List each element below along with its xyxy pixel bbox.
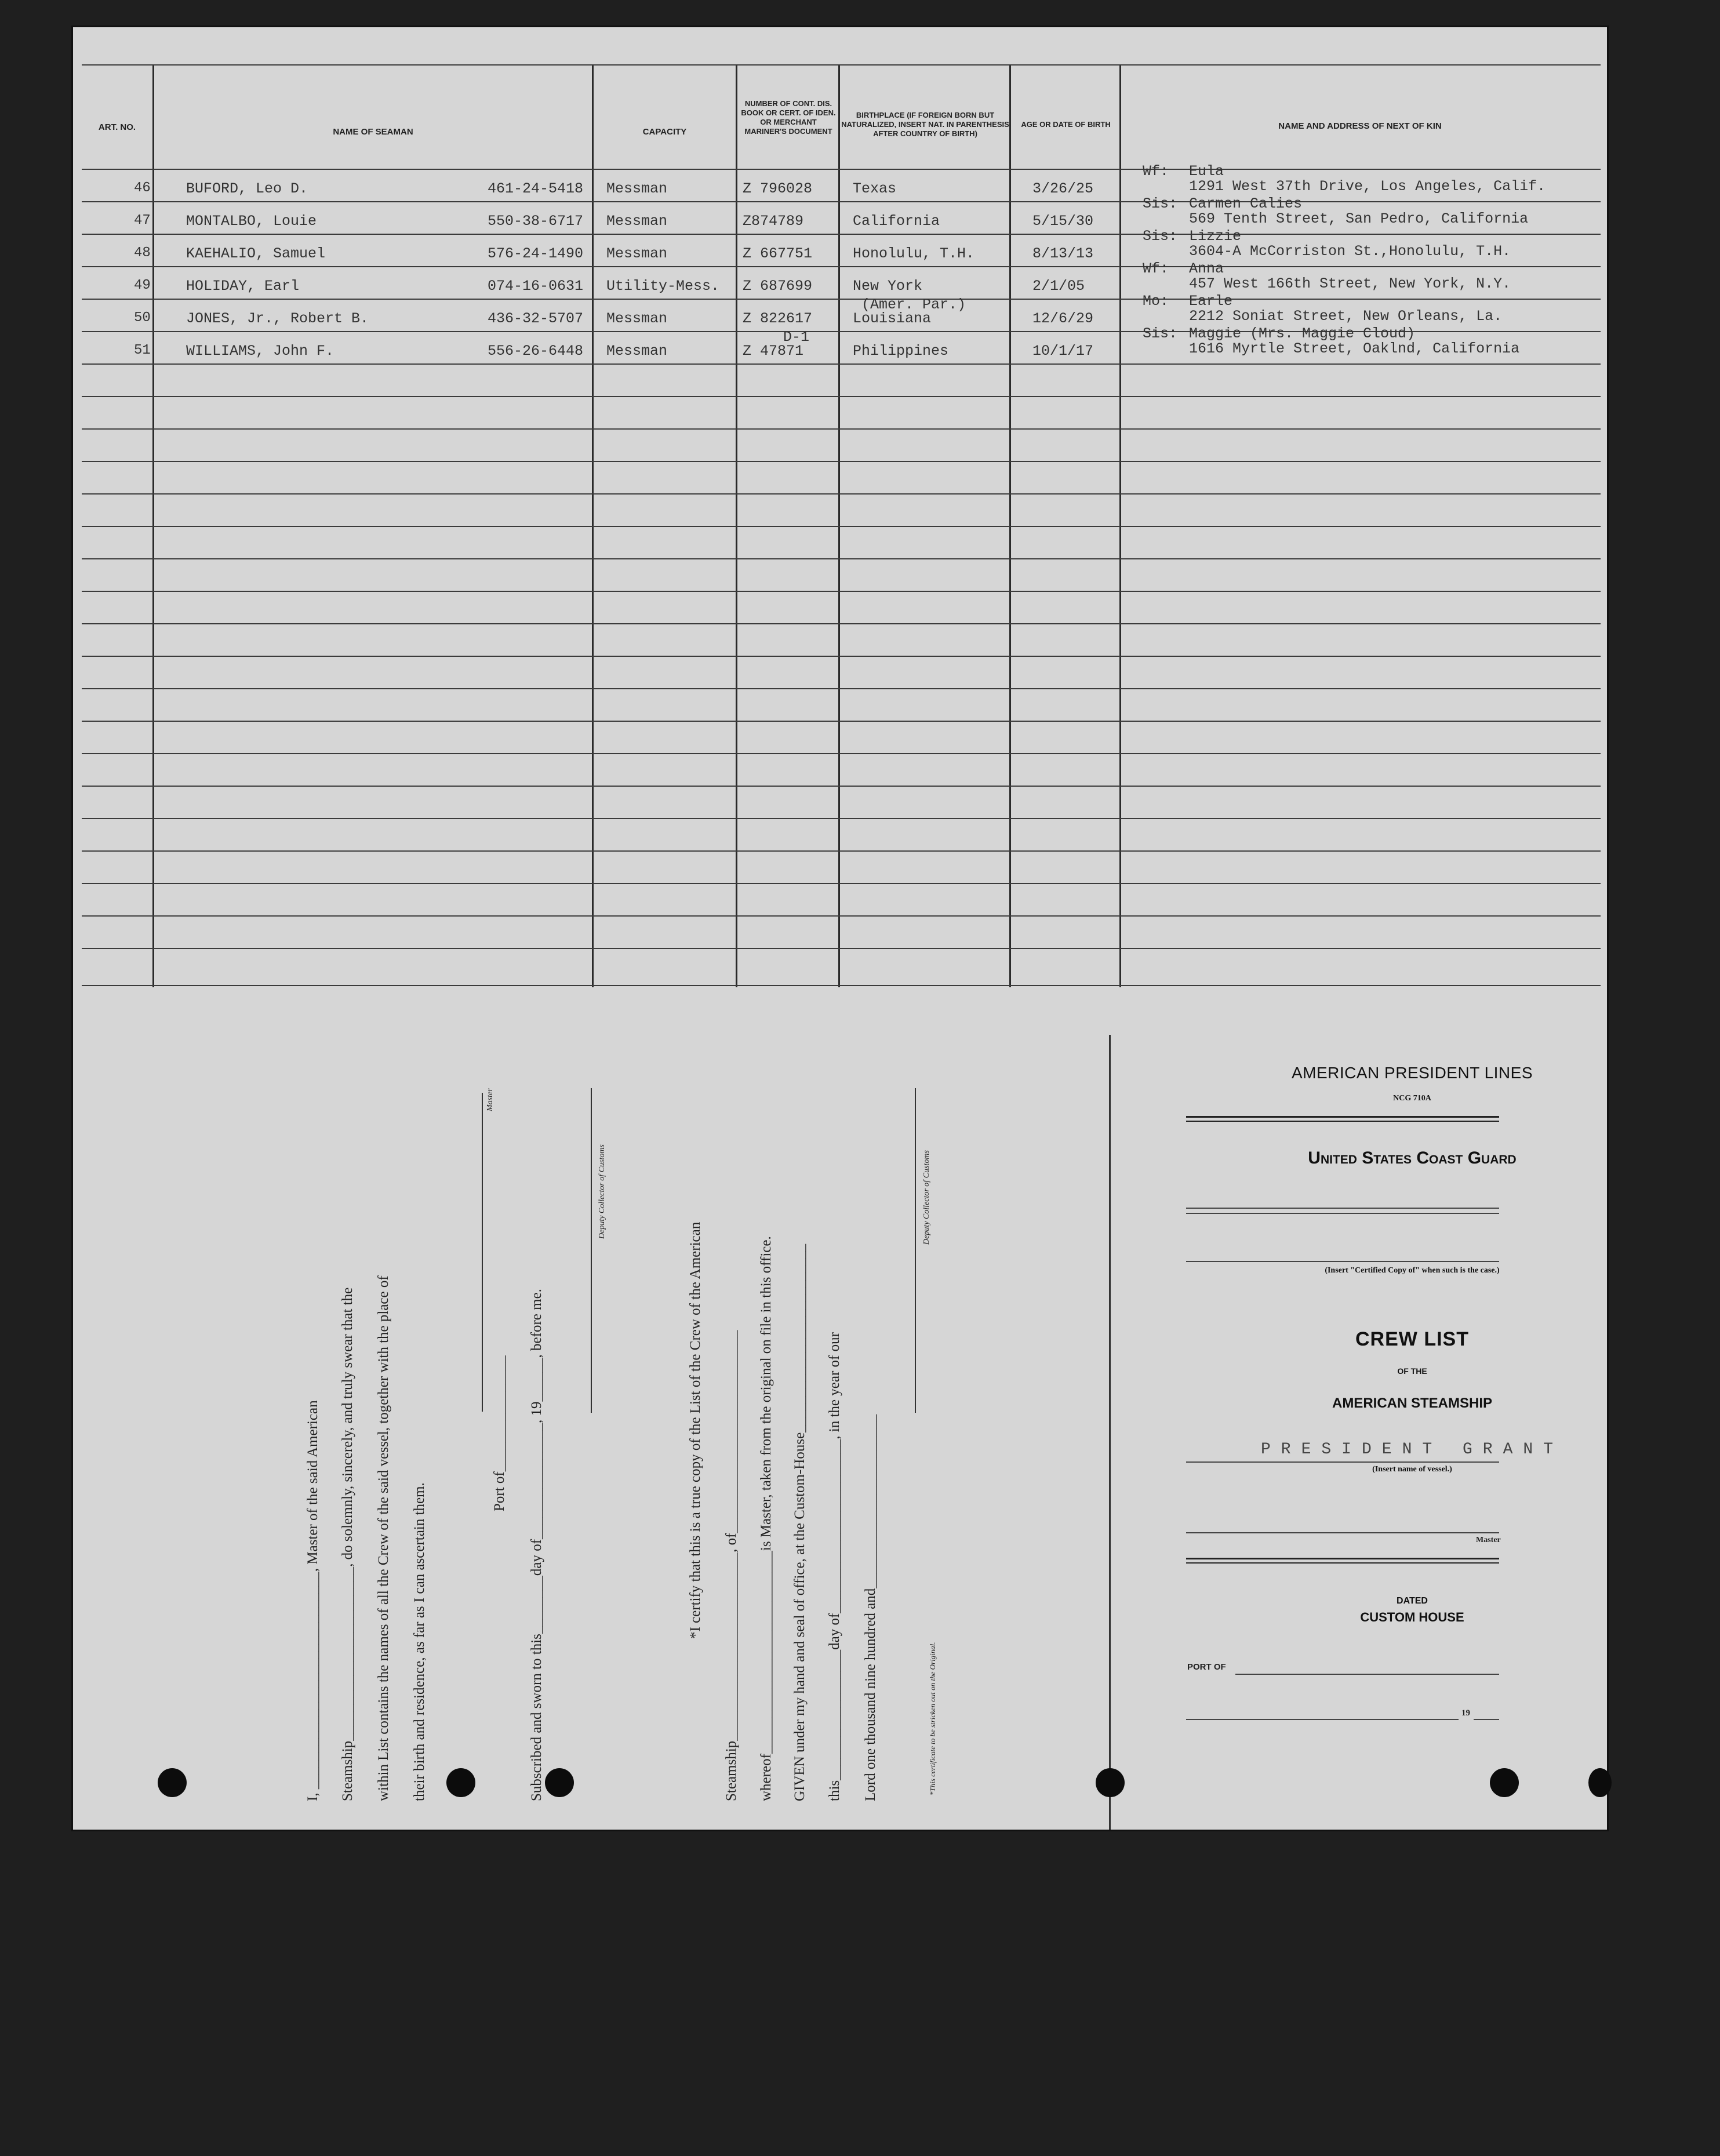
- date-of-birth: 8/13/13: [1032, 245, 1094, 262]
- document-number: Z 667751: [743, 245, 813, 262]
- cert-deputy-label: Deputy Collector of Customs: [922, 1150, 931, 1245]
- binder-hole: [1490, 1768, 1519, 1797]
- year-line: [1474, 1719, 1499, 1720]
- kin-relation: Wf:: [1143, 163, 1169, 180]
- rule: [1186, 1558, 1499, 1559]
- row-rule: [82, 526, 1601, 527]
- kin-relation: Wf:: [1143, 260, 1169, 277]
- row-rule: [82, 201, 1601, 202]
- cert-note: *This certificate to be stricken out on the Original.: [928, 1642, 937, 1795]
- capacity: Messman: [606, 310, 668, 327]
- row-rule: [82, 266, 1601, 267]
- row-rule: [82, 753, 1601, 754]
- capacity: Messman: [606, 343, 668, 359]
- cert-line-1: *I certify that this is a true copy of the List of the Crew of the American: [688, 1221, 703, 1639]
- dated-label: DATED: [1397, 1596, 1428, 1606]
- document-number: Z 822617: [743, 310, 813, 327]
- binder-hole: [1096, 1768, 1125, 1797]
- row-rule: [82, 64, 1601, 66]
- art-number: 46: [134, 180, 151, 196]
- art-number: 50: [134, 310, 151, 326]
- rule: [1186, 1213, 1499, 1214]
- date-of-birth: 3/26/25: [1032, 180, 1094, 197]
- seaman-name: HOLIDAY, Earl: [186, 278, 300, 295]
- social-security-number: 436-32-5707: [488, 310, 584, 327]
- custom-house-label: CUSTOM HOUSE: [1360, 1610, 1464, 1624]
- rule: [1186, 1261, 1499, 1262]
- social-security-number: 074-16-0631: [488, 278, 584, 295]
- kin-name: Lizzie: [1189, 228, 1242, 245]
- cert-line-2: Steamship__________________________, of____________________________: [723, 1330, 739, 1801]
- header-next-of-kin: NAME AND ADDRESS OF NEXT OF KIN: [1278, 121, 1442, 131]
- kin-name: Eula: [1189, 163, 1224, 180]
- art-number: 49: [134, 278, 151, 293]
- fold-line: [1109, 1035, 1111, 1831]
- header-document: NUMBER OF CONT. DIS. BOOK OR CERT. OF IDEN. OR MERCHANT MARINER'S DOCUMENT: [741, 99, 836, 136]
- row-rule: [82, 396, 1601, 397]
- oath-subscribed: Subscribed and sworn to this________day of________________, 19______, before me.: [529, 1289, 544, 1801]
- row-rule: [82, 428, 1601, 430]
- oath-deputy-label: Deputy Collector of Customs: [598, 1144, 606, 1239]
- header-age: AGE OR DATE OF BIRTH: [1021, 120, 1111, 129]
- capacity: Messman: [606, 180, 668, 197]
- row-rule: [82, 623, 1601, 624]
- binder-hole: [545, 1768, 574, 1797]
- agency-name: United States Coast Guard: [1308, 1148, 1517, 1168]
- birthplace: New York: [853, 278, 923, 295]
- kin-address: 457 West 166th Street, New York, N.Y.: [1189, 275, 1511, 292]
- insert-vessel-note: (Insert name of vessel.): [1372, 1465, 1452, 1474]
- row-rule: [82, 461, 1601, 462]
- cert-line-6: Lord one thousand nine hundred and________________________: [863, 1414, 878, 1801]
- rule: [1186, 1208, 1499, 1209]
- vessel-name: PRESIDENT GRANT: [1260, 1441, 1564, 1459]
- document-number: Z 47871: [743, 343, 804, 359]
- birthplace-note: (Amer. Par.): [861, 296, 966, 313]
- date-of-birth: 5/15/30: [1032, 213, 1094, 230]
- kin-address: 569 Tenth Street, San Pedro, California: [1189, 210, 1529, 227]
- kin-name: Carmen Calies: [1189, 195, 1303, 212]
- row-rule: [82, 591, 1601, 592]
- art-number: 51: [134, 343, 151, 358]
- binder-hole: [1588, 1768, 1612, 1797]
- row-rule: [82, 721, 1601, 722]
- row-rule: [82, 363, 1601, 365]
- birthplace: Philippines: [853, 343, 949, 359]
- date-of-birth: 10/1/17: [1032, 343, 1094, 359]
- cert-line-5: this__________________day of________________________, in the year of our: [827, 1332, 842, 1801]
- row-rule: [82, 818, 1601, 819]
- birthplace: Louisiana: [853, 310, 932, 327]
- crew-table: [82, 64, 1601, 987]
- seaman-name: WILLIAMS, John F.: [186, 343, 334, 359]
- year-label: 19: [1461, 1708, 1470, 1718]
- kin-name: Anna: [1189, 260, 1224, 277]
- kin-address: 1616 Myrtle Street, Oaklnd, California: [1189, 340, 1520, 357]
- birthplace: Honolulu, T.H.: [853, 245, 975, 262]
- row-rule: [82, 234, 1601, 235]
- row-rule: [82, 915, 1601, 917]
- rule: [1186, 1461, 1499, 1463]
- document-note: D-1: [783, 329, 810, 346]
- capacity: Messman: [606, 213, 668, 230]
- header-art-no: ART. NO.: [98, 122, 136, 132]
- master-label: Master: [1476, 1536, 1501, 1544]
- seaman-name: JONES, Jr., Robert B.: [186, 310, 369, 327]
- cert-deputy-signature-line: [915, 1088, 916, 1413]
- row-rule: [82, 948, 1601, 949]
- document-number: Z874789: [743, 213, 804, 230]
- social-security-number: 556-26-6448: [488, 343, 584, 359]
- binder-hole: [446, 1768, 475, 1797]
- date-of-birth: 2/1/05: [1032, 278, 1085, 295]
- row-rule: [82, 299, 1601, 300]
- row-rule: [82, 169, 1601, 170]
- rule: [1186, 1121, 1499, 1122]
- form-number: NCG 710A: [1393, 1094, 1431, 1103]
- master-signature-line: [482, 1093, 483, 1412]
- kin-address: 3604-A McCorriston St.,Honolulu, T.H.: [1189, 243, 1511, 260]
- deputy-signature-line: [591, 1088, 592, 1413]
- social-security-number: 550-38-6717: [488, 213, 584, 230]
- header-birthplace: BIRTHPLACE (IF FOREIGN BORN BUT NATURALIZED, INSERT NAT. IN PARENTHESIS AFTER COUNTRY OF BIRTH): [841, 111, 1009, 138]
- document-number: Z 687699: [743, 278, 813, 295]
- birthplace: California: [853, 213, 940, 230]
- binder-hole: [158, 1768, 187, 1797]
- social-security-number: 461-24-5418: [488, 180, 584, 197]
- company-name: AMERICAN PRESIDENT LINES: [1291, 1064, 1533, 1082]
- port-line: [1235, 1674, 1499, 1675]
- date-of-birth: 12/6/29: [1032, 310, 1094, 327]
- art-number: 48: [134, 245, 151, 261]
- row-rule: [82, 985, 1601, 986]
- rule: [1186, 1116, 1499, 1118]
- oath-line-4: their birth and residence, as far as I can ascertain them.: [412, 1482, 427, 1801]
- row-rule: [82, 656, 1601, 657]
- rule: [1186, 1562, 1499, 1564]
- oath-master-label: Master: [486, 1088, 494, 1111]
- capacity: Utility-Mess.: [606, 278, 720, 295]
- document-number: Z 796028: [743, 180, 813, 197]
- seaman-name: BUFORD, Leo D.: [186, 180, 308, 197]
- master-line: [1186, 1532, 1499, 1533]
- social-security-number: 576-24-1490: [488, 245, 584, 262]
- kin-name: Earle: [1189, 293, 1233, 310]
- row-rule: [82, 493, 1601, 495]
- row-rule: [82, 786, 1601, 787]
- kin-relation: Sis:: [1143, 228, 1178, 245]
- port-of-label: PORT OF: [1187, 1662, 1226, 1672]
- header-name: NAME OF SEAMAN: [333, 127, 413, 137]
- row-rule: [82, 883, 1601, 884]
- kin-relation: Sis:: [1143, 195, 1178, 212]
- kin-address: 2212 Soniat Street, New Orleans, La.: [1189, 308, 1503, 325]
- kin-address: 1291 West 37th Drive, Los Angeles, Calif.: [1189, 178, 1546, 195]
- insert-certified-note: (Insert "Certified Copy of" when such is the case.): [1325, 1266, 1500, 1275]
- kin-relation: Sis:: [1143, 325, 1178, 342]
- kin-relation: Mo:: [1143, 293, 1169, 310]
- oath-line-2: Steamship________________________, do solemnly, sincerely, and truly swear that the: [340, 1287, 355, 1801]
- crew-list-sheet: [71, 26, 1609, 1831]
- oath-line-3: within List contains the names of all the Crew of the said vessel, together with the place of: [376, 1275, 391, 1801]
- american-steamship-label: AMERICAN STEAMSHIP: [1332, 1395, 1492, 1411]
- row-rule: [82, 688, 1601, 689]
- header-capacity: CAPACITY: [642, 127, 687, 137]
- oath-port: Port of________________: [492, 1355, 507, 1511]
- cert-line-3: whereof____________________________is Master, taken from the original on file in this office.: [758, 1236, 774, 1801]
- kin-name: Maggie (Mrs. Maggie Cloud): [1189, 325, 1416, 342]
- crew-list-title: CREW LIST: [1355, 1328, 1469, 1350]
- of-the-label: OF THE: [1397, 1366, 1427, 1376]
- date-line: [1186, 1719, 1459, 1720]
- art-number: 47: [134, 213, 151, 228]
- seaman-name: MONTALBO, Louie: [186, 213, 317, 230]
- cert-line-4: GIVEN under my hand and seal of office, at the Custom-House__________________________: [792, 1244, 808, 1801]
- row-rule: [82, 558, 1601, 559]
- oath-line-1: I, ______________________________, Master of the said American: [305, 1400, 321, 1801]
- capacity: Messman: [606, 245, 668, 262]
- seaman-name: KAEHALIO, Samuel: [186, 245, 326, 262]
- row-rule: [82, 850, 1601, 852]
- birthplace: Texas: [853, 180, 897, 197]
